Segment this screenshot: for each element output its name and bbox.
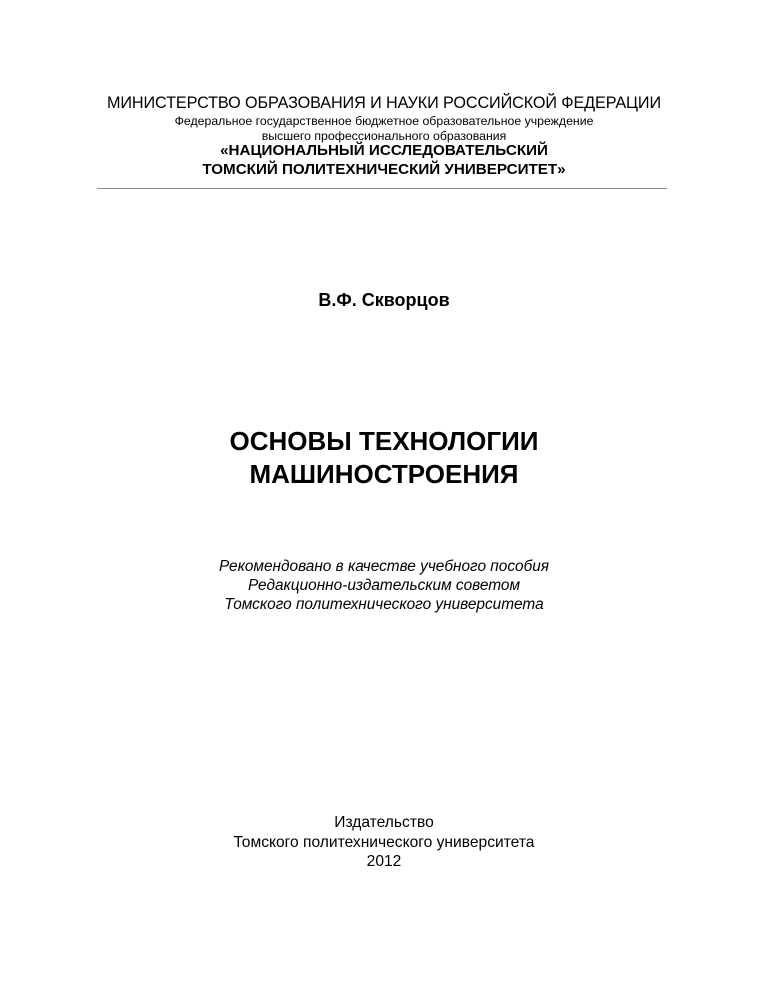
publisher-imprint [0,813,768,872]
publication-year: 2012 [366,853,402,870]
book-title-line2: МАШИНОСТРОЕНИЯ [249,459,519,489]
recommendation-line2: Редакционно-издательским советом [247,577,521,594]
recommendation-note [0,557,768,614]
institution-type-line: Федеральное государственное бюджетное образовательное учреждение [174,114,594,128]
book-title-line1: ОСНОВЫ ТЕХНОЛОГИИ [229,426,539,456]
book-title [0,425,768,491]
ministry-heading [0,93,768,113]
recommendation-line3: Томского политехнического университета [224,596,544,613]
ministry-name: МИНИСТЕРСТВО ОБРАЗОВАНИЯ И НАУКИ РОССИЙСКОЙ ФЕДЕРАЦИИ [107,94,661,112]
publisher-label: Издательство [334,814,434,831]
university-name [0,141,768,179]
recommendation-line1: Рекомендовано в качестве учебного пособия [218,558,550,575]
university-name-line2: ТОМСКИЙ ПОЛИТЕХНИЧЕСКИЙ УНИВЕРСИТЕТ» [202,161,566,178]
header-divider [97,188,667,189]
author-name [0,289,768,311]
university-name-line1: «НАЦИОНАЛЬНЫЙ ИССЛЕДОВАТЕЛЬСКИЙ [220,142,548,159]
education-level-line: высшего профессионального образования [261,128,507,143]
institution-description [0,114,768,143]
author-text: В.Ф. Скворцов [318,290,450,310]
publisher-name: Томского политехнического университета [233,833,535,851]
